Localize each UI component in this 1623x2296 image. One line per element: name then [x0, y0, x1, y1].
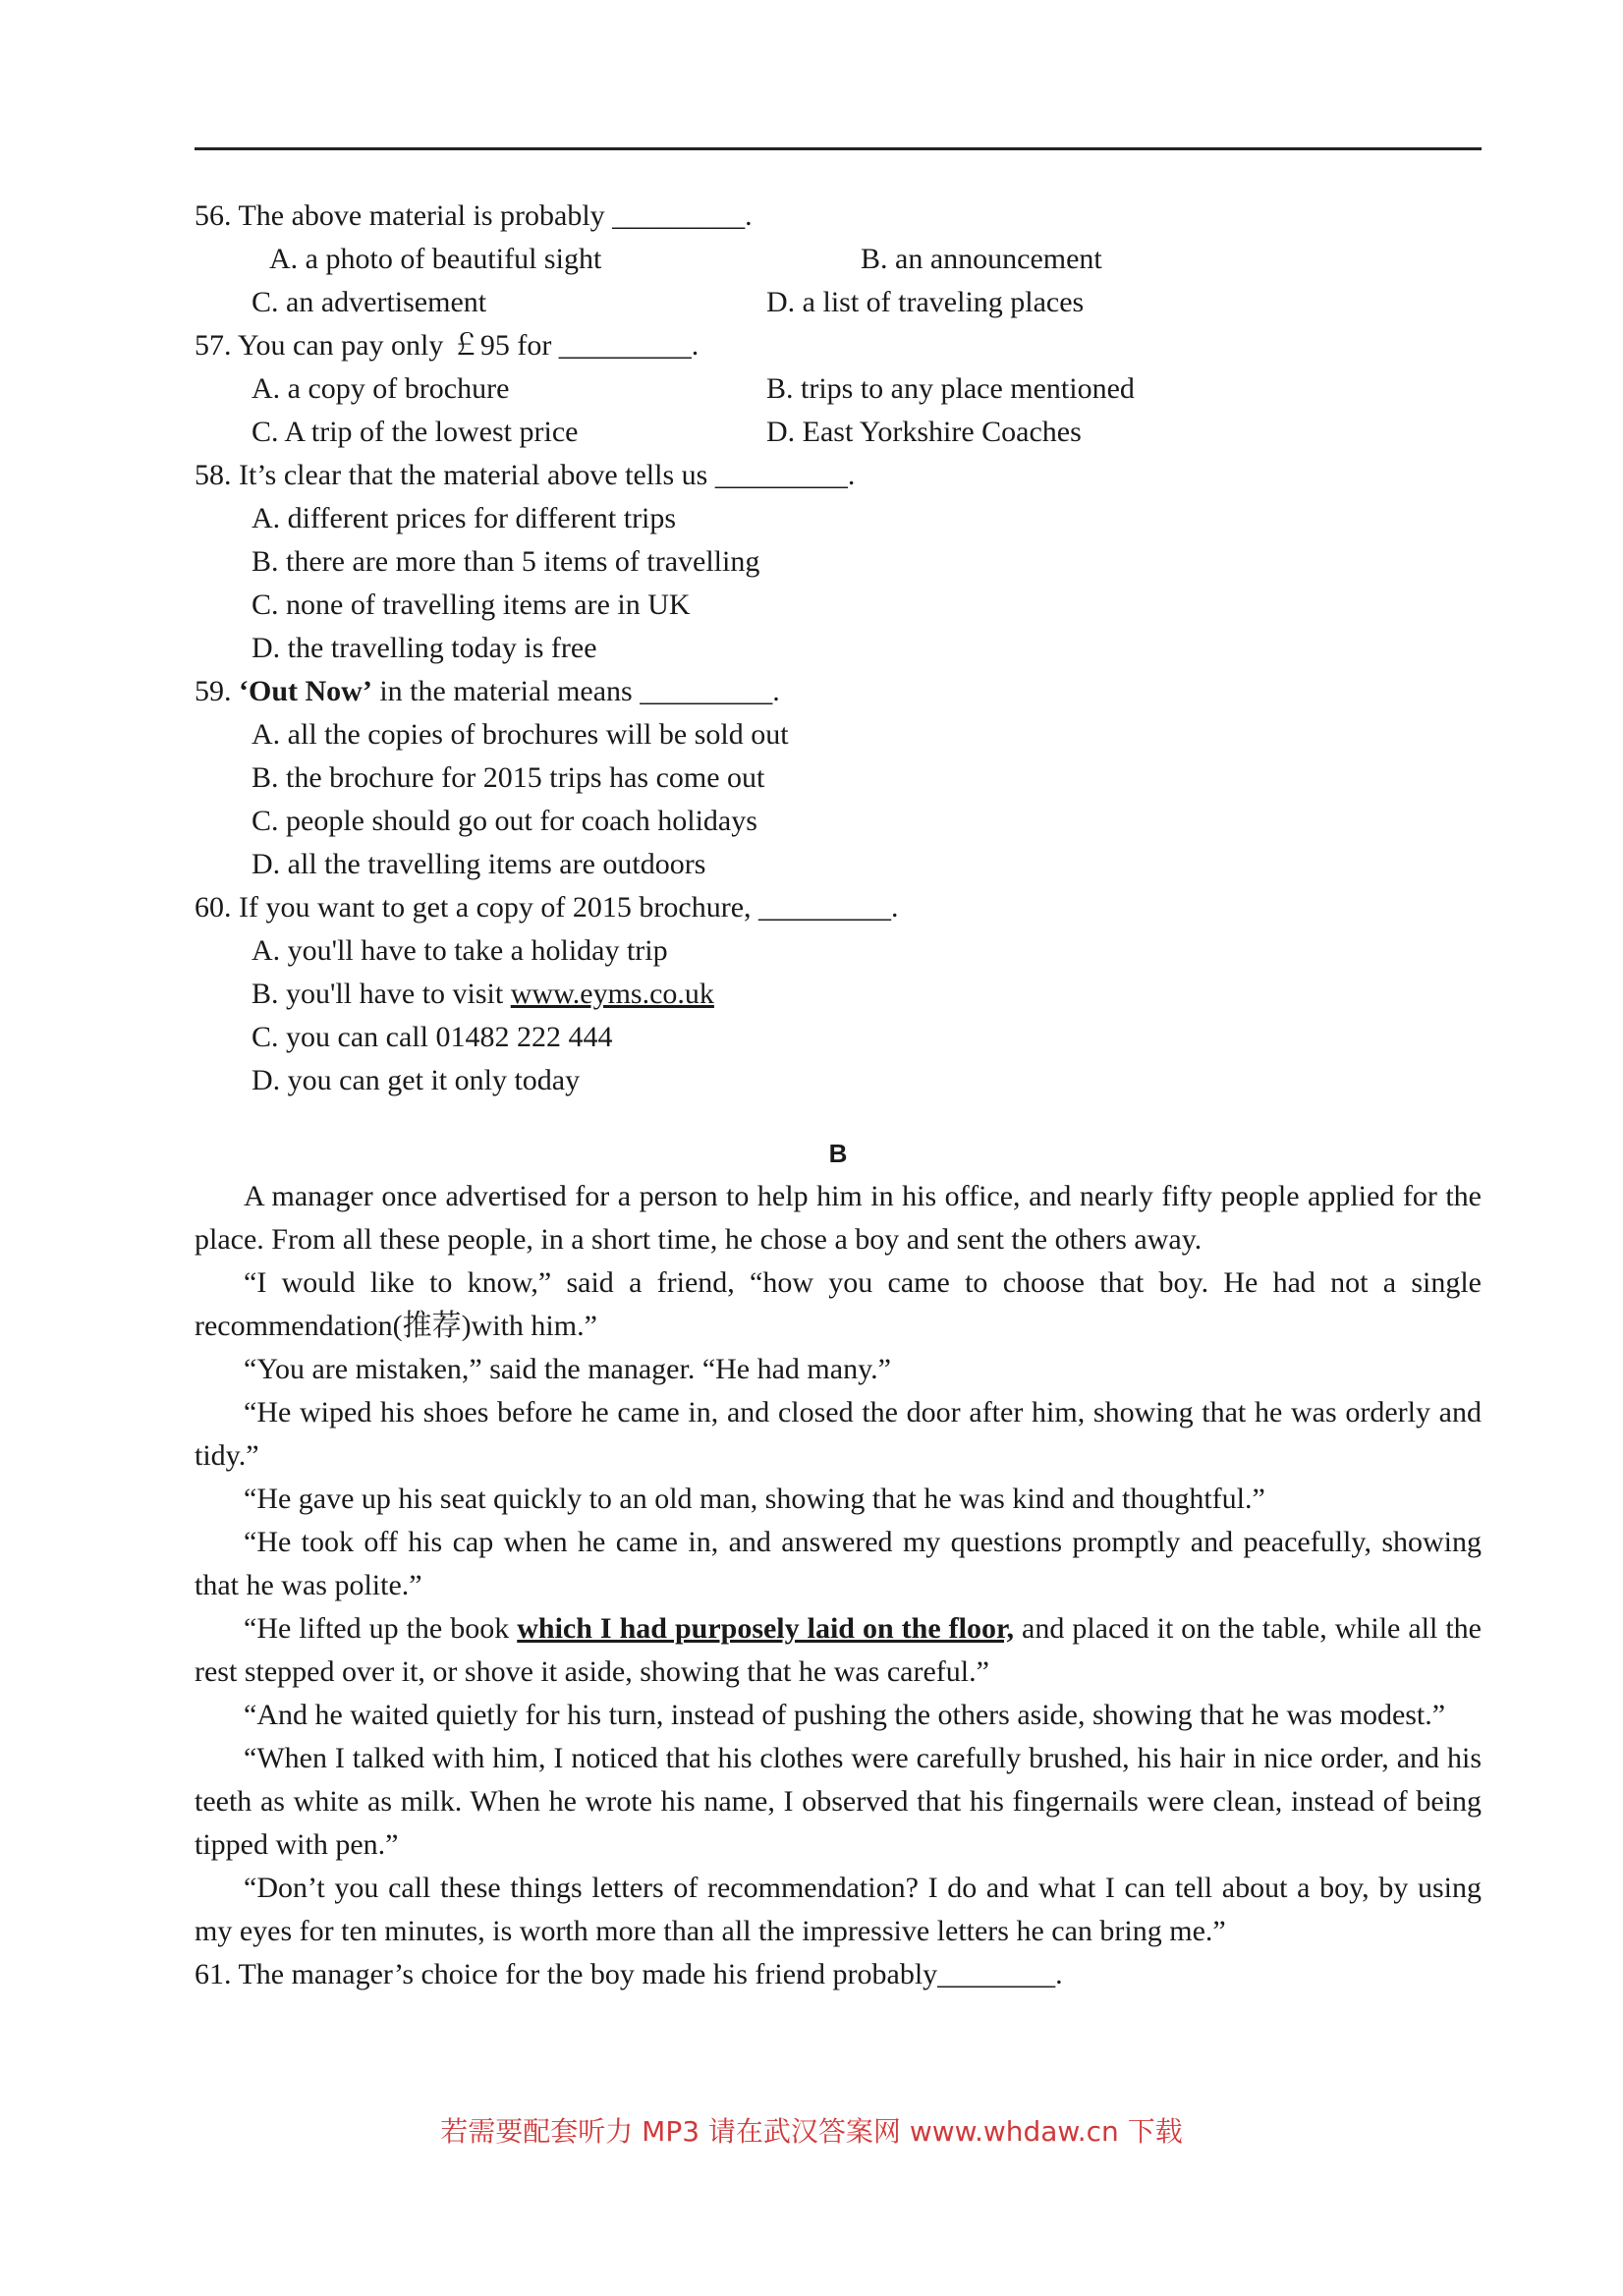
- question-56-option-c: C. an advertisement: [252, 286, 487, 318]
- question-58-option-d: D. the travelling today is free: [252, 632, 597, 664]
- question-59-option-a: A. all the copies of brochures will be sold out: [252, 718, 789, 751]
- question-58-stem: 58. It’s clear that the material above tells us _________.: [195, 459, 856, 491]
- question-60-option-a: A. you'll have to take a holiday trip: [252, 934, 668, 967]
- question-59-quote: ‘Out Now’: [239, 675, 372, 707]
- question-56-option-b: B. an announcement: [861, 243, 1102, 275]
- passage-paragraph-8: “And he waited quietly for his turn, instead of pushing the others aside, showing that he was modest.”: [244, 1699, 1446, 1731]
- question-57-stem: 57. You can pay only ￡95 for _________.: [195, 329, 700, 362]
- question-61-stem: 61. The manager’s choice for the boy made his friend probably________.: [195, 1958, 1063, 1990]
- passage-paragraph-7-end: and placed it on the table, while all the rest stepped over it, or shove it aside, showing that he was careful.”: [195, 1612, 1482, 1688]
- question-56-stem: 56. The above material is probably _________.: [195, 199, 753, 232]
- passage-paragraph-4: “He wiped his shoes before he came in, and closed the door after him, showing that he was orderly and tidy.”: [195, 1396, 1482, 1472]
- question-58-option-c: C. none of travelling items are in UK: [252, 588, 691, 621]
- passage-paragraph-7-start: “He lifted up the book: [244, 1612, 518, 1645]
- question-57-row-1: [195, 367, 1482, 411]
- section-b-heading: B: [828, 1139, 848, 1168]
- question-59-option-b: B. the brochure for 2015 trips has come out: [252, 761, 765, 794]
- passage-paragraph-10: “Don’t you call these things letters of recommendation? I do and what I can tell about a boy, by using my eyes for ten minutes, is worth more than all the impressive letters he can bring me.”: [195, 1872, 1482, 1947]
- question-56-row-2: [195, 281, 1482, 324]
- question-60-option-b-prefix: B. you'll have to visit: [252, 978, 511, 1010]
- passage-paragraph-7: [195, 1607, 1482, 1694]
- question-57-option-b: B. trips to any place mentioned: [766, 372, 1135, 405]
- page-body: [195, 195, 1482, 1996]
- question-60-option-b: [195, 973, 1482, 1016]
- question-59-rest: in the material means _________.: [371, 675, 780, 707]
- passage-paragraph-5: “He gave up his seat quickly to an old man, showing that he was kind and thoughtful.”: [244, 1483, 1265, 1515]
- question-56-option-a: A. a photo of beautiful sight: [269, 243, 602, 275]
- footer-download-note: 若需要配套听力 MP3 请在武汉答案网 www.whdaw.cn 下载: [440, 2115, 1183, 2148]
- question-58-option-a: A. different prices for different trips: [252, 502, 677, 534]
- passage-underlined-phrase: which I had purposely laid on the floor,: [517, 1612, 1015, 1645]
- question-57-option-d: D. East Yorkshire Coaches: [766, 416, 1082, 448]
- passage-paragraph-1: A manager once advertised for a person to help him in his office, and nearly fifty people applied for the place. From all these people, in a short time, he chose a boy and sent the others away.: [195, 1180, 1482, 1256]
- question-56-option-d: D. a list of traveling places: [766, 286, 1085, 318]
- question-57-option-c: C. A trip of the lowest price: [252, 416, 579, 448]
- passage-paragraph-6: “He took off his cap when he came in, and answered my questions promptly and peacefully, showing that he was polite.”: [195, 1526, 1482, 1601]
- question-57-row-2: [195, 411, 1482, 454]
- passage-paragraph-2: “I would like to know,” said a friend, “how you came to choose that boy. He had not a single recommendation(推荐)with him.”: [195, 1266, 1482, 1342]
- question-59-option-d: D. all the travelling items are outdoors: [252, 848, 706, 880]
- question-57-option-a: A. a copy of brochure: [252, 372, 510, 405]
- question-60-option-d: D. you can get it only today: [252, 1064, 581, 1096]
- question-60-stem: 60. If you want to get a copy of 2015 brochure, _________.: [195, 891, 899, 924]
- header-rule: [195, 147, 1482, 150]
- eyms-website-link[interactable]: www.eyms.co.uk: [510, 978, 714, 1010]
- question-58-option-b: B. there are more than 5 items of travelling: [252, 545, 760, 578]
- question-59-stem: [195, 670, 1482, 713]
- question-59-option-c: C. people should go out for coach holidays: [252, 805, 757, 837]
- passage-paragraph-9: “When I talked with him, I noticed that his clothes were carefully brushed, his hair in nice order, and his teeth as white as milk. When he wrote his name, I observed that his fingernails were clean, instead of being tipped with pen.”: [195, 1742, 1482, 1861]
- passage-paragraph-3: “You are mistaken,” said the manager. “He had many.”: [244, 1353, 891, 1385]
- question-60-option-c: C. you can call 01482 222 444: [252, 1021, 613, 1053]
- question-56-row-1: [195, 238, 1482, 281]
- question-59-number: 59.: [195, 675, 239, 707]
